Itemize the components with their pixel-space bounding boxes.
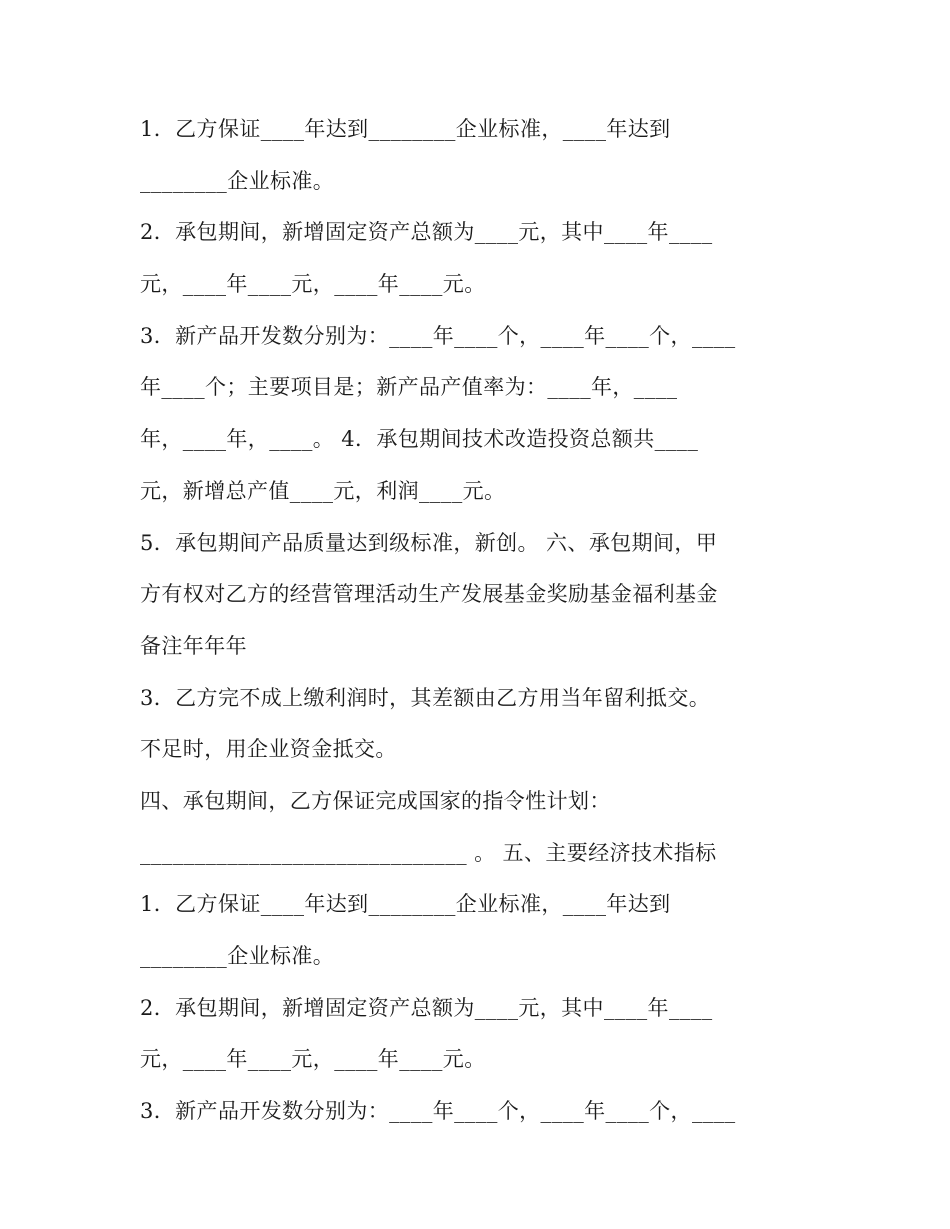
text-line: 2．承包期间，新增固定资产总额为____元，其中____年____	[140, 995, 713, 1020]
text-line: 不足时，用企业资金抵交。	[140, 737, 397, 762]
text-line: ________企业标准。	[140, 944, 335, 968]
text-line: ______________________________ 。 五、主要经济技术指标	[140, 840, 717, 865]
text-line: 3．新产品开发数分别为：____年____个，____年____个，____	[140, 323, 736, 348]
text-line: 备注年年年	[140, 633, 247, 658]
text-line: 3．乙方完不成上缴利润时，其差额由乙方用当年留利抵交。	[140, 685, 711, 710]
text-line: 年，____年，____。 4．承包期间技术改造投资总额共____	[140, 427, 699, 452]
text-line: 1．乙方保证____年达到________企业标准，____年达到	[140, 892, 671, 917]
text-line: 元，____年____元，____年____元。	[140, 272, 486, 297]
text-line: 5．承包期间产品质量达到级标准，新创。 六、承包期间，甲	[140, 530, 718, 555]
text-line: ________企业标准。	[140, 168, 335, 193]
text-line: 3．新产品开发数分别为：____年____个，____年____个，____	[140, 1099, 736, 1124]
text-line: 元，新增总产值____元，利润____元。	[140, 478, 506, 503]
document-body	[140, 104, 830, 1138]
text-line: 方有权对乙方的经营管理活动生产发展基金奖励基金福利基金	[140, 582, 718, 607]
text-line: 2．承包期间，新增固定资产总额为____元，其中____年____	[140, 220, 713, 245]
text-line: 年____个；主要项目是；新产品产值率为：____年，____	[140, 375, 678, 400]
text-line: 四、承包期间，乙方保证完成国家的指令性计划：	[140, 788, 611, 813]
text-line: 1．乙方保证____年达到________企业标准，____年达到	[140, 117, 671, 141]
text-line: 元，____年____元，____年____元。	[140, 1047, 486, 1072]
